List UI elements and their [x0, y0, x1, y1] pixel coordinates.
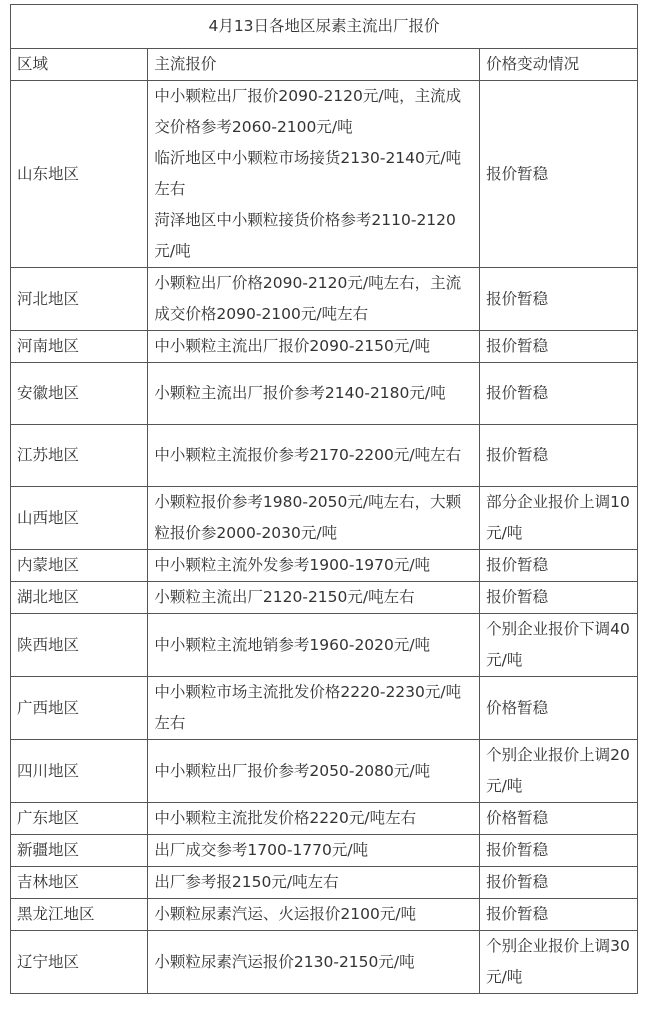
header-price: 主流报价 [148, 49, 480, 81]
table-body [11, 5, 638, 994]
price-line: 中小颗粒市场主流批发价格2220-2230元/吨左右 [154, 683, 462, 732]
price-line: 小颗粒报价参考1980-2050元/吨左右，大颗粒报价参2000-2030元/吨 [154, 493, 462, 542]
price-cell [148, 803, 480, 835]
change-cell: 个别企业报价上调20元/吨 [480, 740, 638, 803]
table-row [11, 550, 638, 582]
region-cell: 山东地区 [11, 81, 148, 268]
price-line: 小颗粒主流出厂报价参考2140-2180元/吨 [154, 384, 446, 402]
urea-price-table [10, 4, 638, 994]
change-cell: 报价暂稳 [480, 835, 638, 867]
price-line: 中小颗粒出厂报价参考2050-2080元/吨 [154, 761, 431, 780]
table-row [11, 740, 638, 803]
price-cell [148, 363, 480, 425]
table-row [11, 81, 638, 268]
price-line: 小颗粒出厂价格2090-2120元/吨左右，主流成交价格2090-2100元/吨左右 [154, 274, 462, 323]
price-cell [148, 614, 480, 677]
change-cell: 报价暂稳 [480, 331, 638, 363]
price-cell [148, 899, 480, 931]
change-cell: 报价暂稳 [480, 867, 638, 899]
table-row [11, 614, 638, 677]
region-cell: 河南地区 [11, 331, 148, 363]
price-line: 中小颗粒主流报价参考2170-2200元/吨左右 [154, 446, 462, 464]
table-row [11, 425, 638, 487]
price-cell [148, 931, 480, 994]
table-row [11, 487, 638, 550]
region-cell: 辽宁地区 [11, 931, 148, 994]
table-row [11, 582, 638, 614]
region-cell: 新疆地区 [11, 835, 148, 867]
change-cell: 部分企业报价上调10元/吨 [480, 487, 638, 550]
region-cell: 内蒙地区 [11, 550, 148, 582]
region-cell: 安徽地区 [11, 363, 148, 425]
table-row [11, 363, 638, 425]
region-cell: 四川地区 [11, 740, 148, 803]
price-cell [148, 677, 480, 740]
change-cell: 价格暂稳 [480, 803, 638, 835]
region-cell: 吉林地区 [11, 867, 148, 899]
price-cell [148, 835, 480, 867]
price-cell [148, 487, 480, 550]
price-line: 中小颗粒主流地销参考1960-2020元/吨 [154, 635, 431, 654]
change-cell: 报价暂稳 [480, 582, 638, 614]
region-cell: 广东地区 [11, 803, 148, 835]
region-cell: 山西地区 [11, 487, 148, 550]
price-line: 中小颗粒出厂报价2090-2120元/吨，主流成交价格参考2060-2100元/吨 [154, 87, 462, 136]
region-cell: 广西地区 [11, 677, 148, 740]
region-cell: 陕西地区 [11, 614, 148, 677]
price-cell [148, 331, 480, 363]
table-row [11, 931, 638, 994]
price-line: 菏泽地区中小颗粒接货价格参考2110-2120元/吨 [154, 211, 456, 260]
table-row [11, 835, 638, 867]
change-cell: 报价暂稳 [480, 363, 638, 425]
price-line: 中小颗粒主流外发参考1900-1970元/吨 [154, 556, 431, 574]
region-cell: 江苏地区 [11, 425, 148, 487]
change-cell: 报价暂稳 [480, 550, 638, 582]
change-cell: 报价暂稳 [480, 899, 638, 931]
change-cell: 报价暂稳 [480, 425, 638, 487]
price-cell [148, 425, 480, 487]
price-line: 小颗粒尿素汽运报价2130-2150元/吨 [154, 952, 415, 971]
price-cell [148, 81, 480, 268]
price-cell [148, 740, 480, 803]
table-row [11, 899, 638, 931]
region-cell: 黑龙江地区 [11, 899, 148, 931]
price-line: 出厂成交参考1700-1770元/吨 [154, 841, 369, 859]
change-cell: 个别企业报价上调30元/吨 [480, 931, 638, 994]
price-line: 中小颗粒主流出厂报价2090-2150元/吨 [154, 337, 431, 355]
price-cell [148, 550, 480, 582]
change-cell: 报价暂稳 [480, 81, 638, 268]
table-row [11, 677, 638, 740]
price-line: 临沂地区中小颗粒市场接货2130-2140元/吨左右 [154, 149, 462, 198]
price-line: 中小颗粒主流批发价格2220元/吨左右 [154, 809, 417, 827]
price-line: 出厂参考报2150元/吨左右 [154, 873, 339, 891]
change-cell: 报价暂稳 [480, 268, 638, 331]
change-cell: 价格暂稳 [480, 677, 638, 740]
price-cell [148, 268, 480, 331]
change-cell: 个别企业报价下调40元/吨 [480, 614, 638, 677]
price-cell [148, 582, 480, 614]
price-line: 小颗粒尿素汽运、火运报价2100元/吨 [154, 905, 417, 923]
title-row [11, 5, 638, 49]
table-row [11, 803, 638, 835]
region-cell: 河北地区 [11, 268, 148, 331]
price-line: 小颗粒主流出厂2120-2150元/吨左右 [154, 588, 415, 606]
table-title: 4月13日各地区尿素主流出厂报价 [11, 5, 638, 49]
region-cell: 湖北地区 [11, 582, 148, 614]
table-row [11, 867, 638, 899]
table-row [11, 331, 638, 363]
header-change: 价格变动情况 [480, 49, 638, 81]
header-region: 区域 [11, 49, 148, 81]
price-cell [148, 867, 480, 899]
header-row [11, 49, 638, 81]
table-row [11, 268, 638, 331]
